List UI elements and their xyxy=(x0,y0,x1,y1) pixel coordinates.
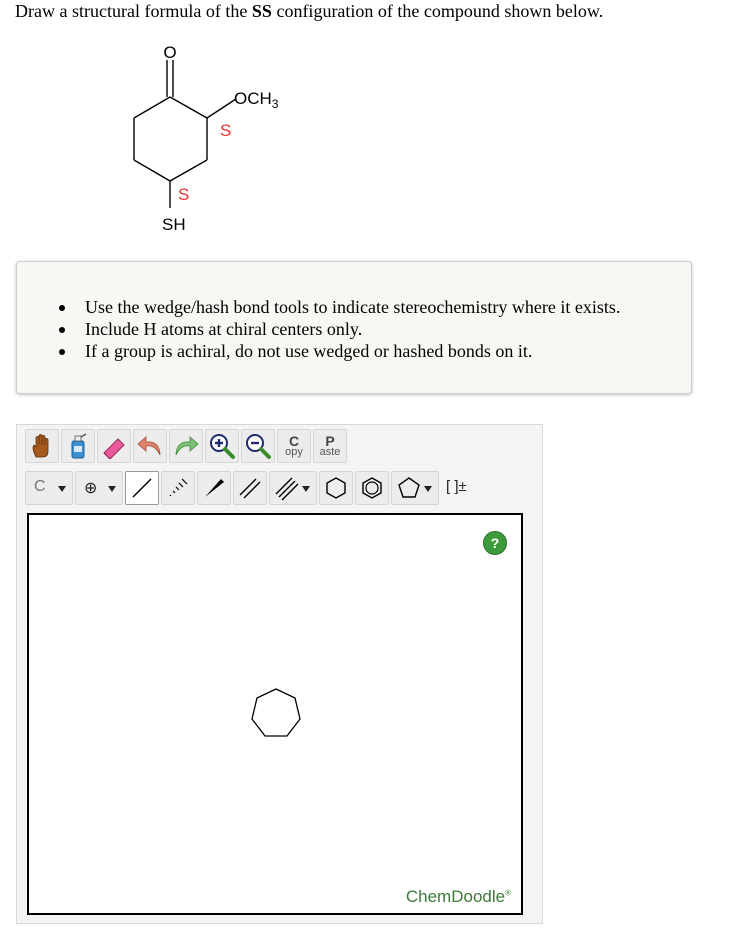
bracket-icon: [ ]± xyxy=(446,478,467,495)
chevron-down-icon xyxy=(302,486,310,492)
instruction-item: Include H atoms at chiral centers only. xyxy=(57,318,620,340)
single-bond-button[interactable] xyxy=(125,471,159,505)
question-text xyxy=(15,0,603,22)
toolbar-row-1 xyxy=(25,429,347,465)
eraser-bottle-icon xyxy=(66,432,90,460)
chevron-down-icon xyxy=(424,486,432,492)
wedge-bond-button[interactable] xyxy=(197,471,231,505)
hash-bond-icon xyxy=(165,475,191,501)
charge-plus-icon: ⊕ xyxy=(84,480,98,497)
single-bond-icon xyxy=(129,475,155,501)
zoom-in-button[interactable] xyxy=(205,429,239,463)
bracket-button[interactable] xyxy=(441,471,475,505)
help-button[interactable]: ? xyxy=(483,531,507,555)
element-label: C xyxy=(34,478,46,495)
cyclohexane-icon xyxy=(323,475,349,501)
redo-icon xyxy=(172,433,200,459)
redo-button[interactable] xyxy=(169,429,203,463)
instructions-list xyxy=(57,296,620,362)
question-prefix: Draw a structural formula of the xyxy=(15,1,252,21)
eraser-button[interactable] xyxy=(97,429,131,463)
eraser-icon xyxy=(100,433,128,459)
charge-select-button[interactable] xyxy=(75,471,123,505)
paste-button[interactable] xyxy=(313,429,347,463)
chemdoodle-editor xyxy=(16,424,543,924)
hand-icon xyxy=(29,433,55,459)
question-suffix: configuration of the compound shown below. xyxy=(271,1,604,21)
cyclopentane-icon xyxy=(396,475,422,501)
copy-button[interactable] xyxy=(277,429,311,463)
hand-tool-button[interactable] xyxy=(25,429,59,463)
oxygen-label: O xyxy=(163,43,177,62)
chemdoodle-brand: ChemDoodle® xyxy=(405,887,511,906)
copy-icon: C opy xyxy=(285,433,303,458)
hash-bond-button[interactable] xyxy=(161,471,195,505)
double-bond-button[interactable] xyxy=(233,471,267,505)
paste-icon: P aste xyxy=(319,433,341,458)
undo-icon xyxy=(136,433,164,459)
benzene-icon xyxy=(359,475,385,501)
instruction-item: Use the wedge/hash bond tools to indicate stereochemistry where it exists. xyxy=(57,296,620,318)
carbonyl-double-bond xyxy=(167,60,173,97)
methoxy-label: $OCH_3$ xyxy=(234,89,279,111)
wedge-bond-icon xyxy=(201,475,227,501)
thiol-label: SH xyxy=(162,215,186,234)
molecule-structure xyxy=(100,38,320,238)
drawing-canvas[interactable] xyxy=(27,513,523,915)
cyclopentane-button[interactable] xyxy=(391,471,439,505)
clear-button[interactable] xyxy=(61,429,95,463)
element-select-button[interactable] xyxy=(25,471,73,505)
toolbar-row-2 xyxy=(25,471,475,507)
cyclohexane-ring xyxy=(134,97,207,181)
zoom-out-icon xyxy=(244,432,272,460)
undo-button[interactable] xyxy=(133,429,167,463)
methoxy-bond xyxy=(207,99,236,118)
double-bond-icon xyxy=(237,475,263,501)
stereo-label-s-2: S xyxy=(178,185,190,204)
chevron-down-icon xyxy=(58,486,66,492)
question-emphasis: SS xyxy=(251,1,272,21)
benzene-button[interactable] xyxy=(355,471,389,505)
stereo-label-s-1: S xyxy=(220,121,232,140)
triple-bond-button[interactable] xyxy=(269,471,317,505)
instruction-item: If a group is achiral, do not use wedged or hashed bonds on it. xyxy=(57,340,620,362)
zoom-in-icon xyxy=(208,432,236,460)
instructions-box xyxy=(16,261,692,394)
triple-bond-icon xyxy=(274,475,300,501)
heptagon-template[interactable] xyxy=(248,687,304,745)
cyclohexane-button[interactable] xyxy=(319,471,353,505)
chevron-down-icon xyxy=(108,486,116,492)
zoom-out-button[interactable] xyxy=(241,429,275,463)
